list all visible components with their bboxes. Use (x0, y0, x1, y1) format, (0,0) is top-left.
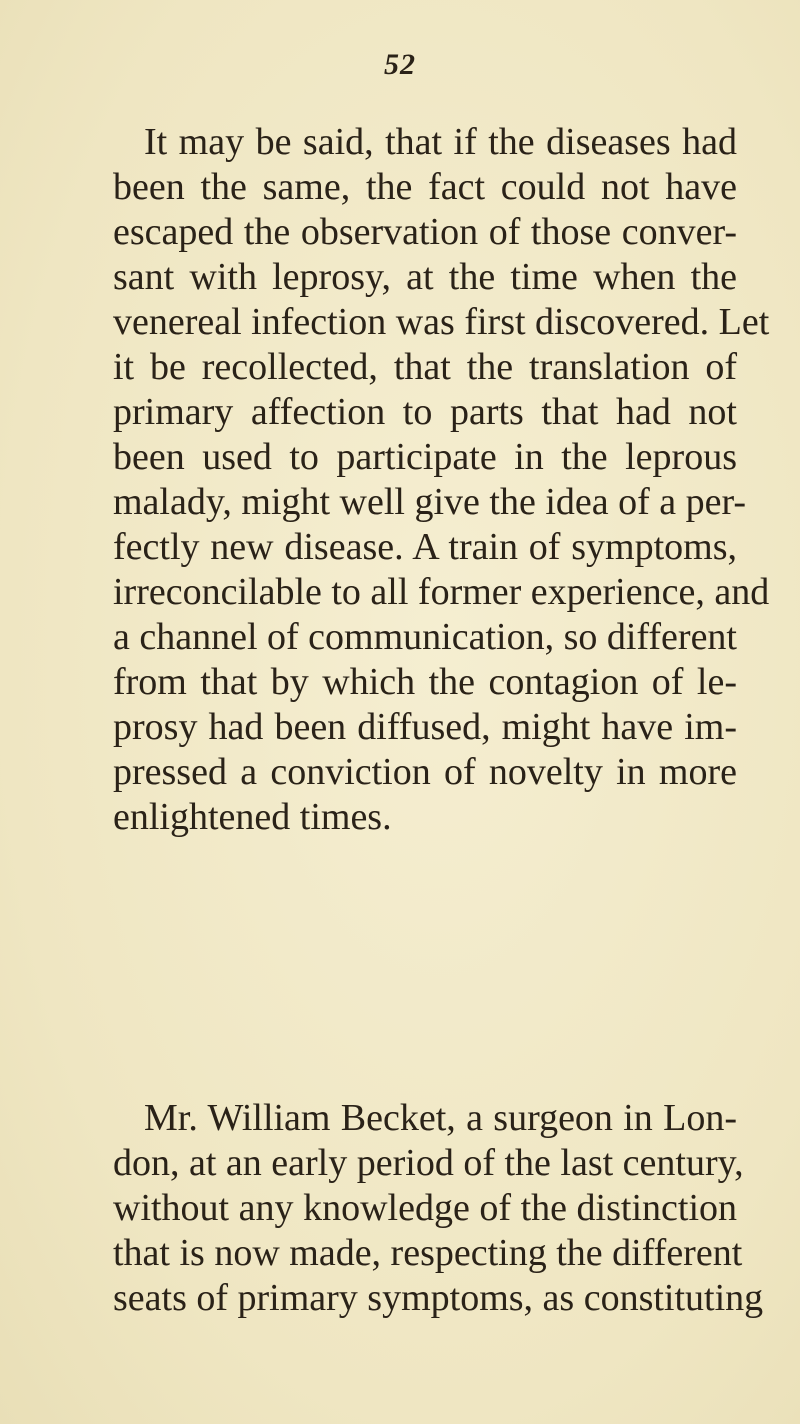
text-line: prosy had been diffused, might have im- (113, 706, 737, 748)
text-line: enlightened times. (113, 796, 392, 838)
paragraph-2 (113, 1096, 764, 1321)
text-line: irreconcilable to all former experience, and (113, 571, 770, 613)
text-line: that is now made, respecting the different (113, 1232, 743, 1274)
text-line: escaped the observation of those conver- (113, 211, 737, 253)
text-line: a channel of communication, so different (113, 616, 737, 658)
text-line: without any knowledge of the distinction (113, 1187, 737, 1229)
text-line: pressed a conviction of novelty in more (113, 751, 737, 793)
text-line: been the same, the fact could not have (113, 166, 737, 208)
text-line: fectly new disease. A train of symptoms, (113, 526, 737, 568)
text-line: primary affection to parts that had not (113, 391, 737, 433)
text-line: seats of primary symptoms, as constituting (113, 1277, 764, 1319)
text-line: sant with leprosy, at the time when the (113, 256, 737, 298)
text-line: venereal infection was first discovered. Let (113, 301, 770, 343)
text-line: It may be said, that if the diseases had (144, 121, 737, 163)
text-line: it be recollected, that the translation of (113, 346, 737, 388)
text-line: don, at an early period of the last century, (113, 1142, 744, 1184)
text-line: been used to participate in the leprous (113, 436, 737, 478)
text-line: Mr. William Becket, a surgeon in Lon- (144, 1097, 737, 1139)
page-number: 52 (384, 48, 416, 81)
text-line: malady, might well give the idea of a per- (113, 481, 747, 523)
text-line: from that by which the contagion of le- (113, 661, 737, 703)
paragraph-1 (113, 120, 770, 840)
